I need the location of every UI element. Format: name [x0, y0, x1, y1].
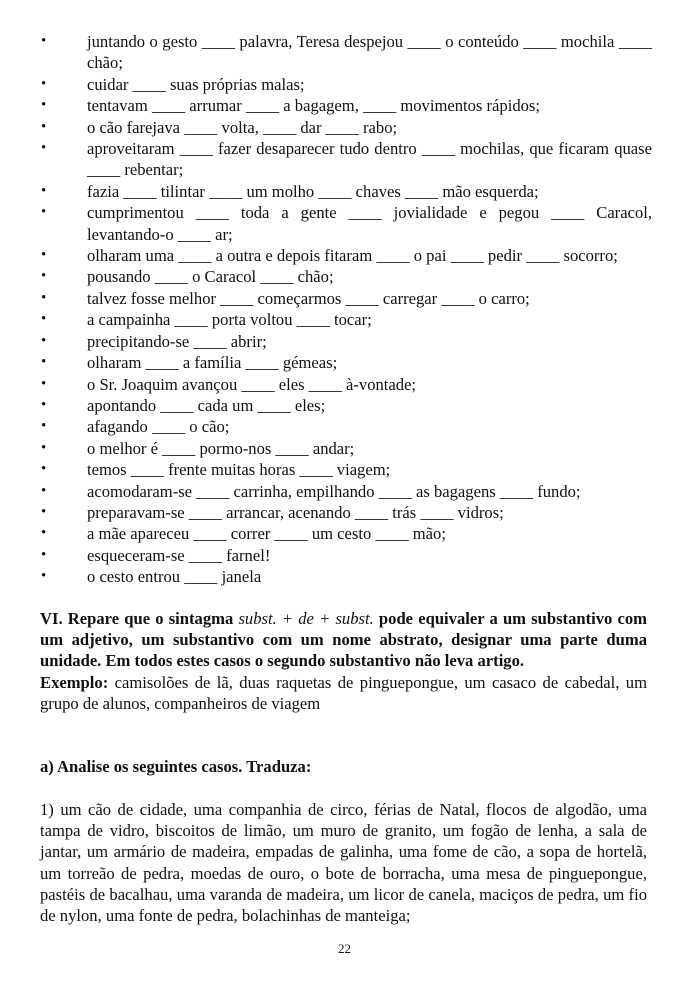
heading-formula: subst. + de + subst.	[238, 609, 374, 628]
list-item	[40, 138, 652, 181]
bullet-icon: •	[41, 182, 47, 199]
bullet-icon: •	[41, 118, 47, 135]
bullet-icon: •	[41, 75, 47, 92]
list-item	[40, 374, 652, 395]
list-item-text: o cão farejava ____ volta, ____ dar ____ rabo;	[87, 117, 398, 137]
list-item	[40, 459, 652, 480]
bullet-icon: •	[41, 332, 47, 349]
bullet-icon: •	[41, 247, 47, 264]
list-item	[40, 566, 652, 587]
list-item	[40, 523, 652, 544]
list-item-text: acomodaram-se ____ carrinha, empilhando ____ as bagagens ____ fundo;	[87, 481, 581, 501]
bullet-icon: •	[41, 311, 47, 328]
bullet-icon: •	[41, 268, 47, 285]
list-item	[40, 95, 652, 116]
list-item-text: o Sr. Joaquim avançou ____ eles ____ à-vontade;	[87, 374, 417, 394]
list-item-text: o melhor é ____ pormo-nos ____ andar;	[87, 438, 355, 458]
list-item-text: fazia ____ tilintar ____ um molho ____ chaves ____ mão esquerda;	[87, 181, 539, 201]
list-item-text: preparavam-se ____ arrancar, acenando ____ trás ____ vidros;	[87, 502, 504, 522]
bullet-icon: •	[41, 503, 47, 520]
list-item	[40, 395, 652, 416]
exercise-paragraph-1: 1) um cão de cidade, uma companhia de circo, férias de Natal, flocos de algodão, uma tampa de vidro, biscoitos de limão, um muro de granito, um fogão de lenha, a sala de jantar, um armário de madeira, empadas de galinha, uma fome de cão, a sopa de hortelã, um torreão de pedra, moedas de ouro, o bote de borracha, uma mesa de pinguepongue, pastéis de bacalhau, uma varanda de madeira, um licor de canela, maciços de pedra, um fio de nylon, uma fonte de pedra, bolachinhas de manteiga;	[40, 800, 647, 926]
list-item-text: tentavam ____ arrumar ____ a bagagem, ____ movimentos rápidos;	[87, 96, 540, 116]
section-vi	[40, 608, 647, 714]
list-item	[40, 416, 652, 437]
list-item-text: pousando ____ o Caracol ____ chão;	[87, 267, 334, 287]
list-item	[40, 331, 652, 352]
heading-start: VI. Repare que o sintagma	[40, 609, 239, 628]
list-item	[40, 502, 652, 523]
list-item	[40, 266, 652, 287]
list-item-text: afagando ____ o cão;	[87, 417, 230, 437]
list-item	[40, 288, 652, 309]
bullet-icon: •	[41, 461, 47, 478]
list-item	[40, 117, 652, 138]
list-item-text: juntando o gesto ____ palavra, Teresa despejou ____ o conteúdo ____ mochila ____ chão;	[87, 32, 652, 73]
bullet-icon: •	[41, 482, 47, 499]
bullet-icon: •	[41, 375, 47, 392]
list-item	[40, 309, 652, 330]
list-item	[40, 352, 652, 373]
bullet-icon: •	[41, 33, 47, 49]
bullet-icon: •	[41, 204, 47, 221]
list-item-text: apontando ____ cada um ____ eles;	[87, 395, 326, 415]
list-item-text: o cesto entrou ____ janela	[87, 567, 262, 587]
list-item	[40, 31, 652, 74]
list-item-text: esqueceram-se ____ farnel!	[87, 545, 271, 565]
page-number: 22	[338, 941, 351, 956]
bullet-icon: •	[41, 396, 47, 413]
list-item-text: olharam ____ a família ____ gémeas;	[87, 353, 338, 373]
list-item-text: cuidar ____ suas próprias malas;	[87, 74, 305, 94]
list-item-text: precipitando-se ____ abrir;	[87, 331, 267, 351]
bullet-icon: •	[41, 140, 47, 157]
heading-end: pode equivaler a um substantivo com um adjetivo, um substantivo com um nome abstrato, designar uma parte duma unidade. Em todos estes casos o segundo substantivo não leva artigo.	[40, 609, 647, 671]
bullet-icon: •	[41, 97, 47, 114]
bullet-icon: •	[41, 289, 47, 306]
bullet-icon: •	[41, 418, 47, 435]
list-item	[40, 181, 652, 202]
bullet-icon: •	[41, 354, 47, 371]
list-item-text: temos ____ frente muitas horas ____ viagem;	[87, 460, 391, 480]
bullet-icon: •	[41, 439, 47, 456]
example-label: Exemplo:	[40, 672, 109, 692]
section-vi-heading	[40, 608, 647, 672]
example-text: camisolões de lã, duas raquetas de pinguepongue, um casaco de cabedal, um grupo de alunos, companheiros de viagem	[40, 672, 647, 713]
list-item	[40, 438, 652, 459]
list-item-text: olharam uma ____ a outra e depois fitaram ____ o pai ____ pedir ____ socorro;	[87, 246, 618, 266]
list-item-text: cumprimentou ____ toda a gente ____ jovialidade e pegou ____ Caracol, levantando-o ____ ar;	[87, 203, 652, 244]
bullet-icon: •	[41, 525, 47, 542]
bullet-icon: •	[41, 568, 47, 585]
list-item	[40, 481, 652, 502]
list-item	[40, 245, 652, 266]
list-item	[40, 202, 652, 245]
list-item-text: aproveitaram ____ fazer desaparecer tudo dentro ____ mochilas, que ficaram quase ____ rebentar;	[87, 139, 652, 180]
list-item	[40, 545, 652, 566]
exercise-bullet-list	[40, 31, 652, 588]
list-item-text: talvez fosse melhor ____ começarmos ____ carregar ____ o carro;	[87, 288, 530, 308]
subsection-a-title: a) Analise os seguintes casos. Traduza:	[40, 757, 312, 776]
list-item-text: a campainha ____ porta voltou ____ tocar;	[87, 310, 372, 330]
list-item	[40, 74, 652, 95]
example-paragraph	[40, 672, 647, 714]
list-item-text: a mãe apareceu ____ correr ____ um cesto ____ mão;	[87, 524, 446, 544]
bullet-icon: •	[41, 546, 47, 563]
